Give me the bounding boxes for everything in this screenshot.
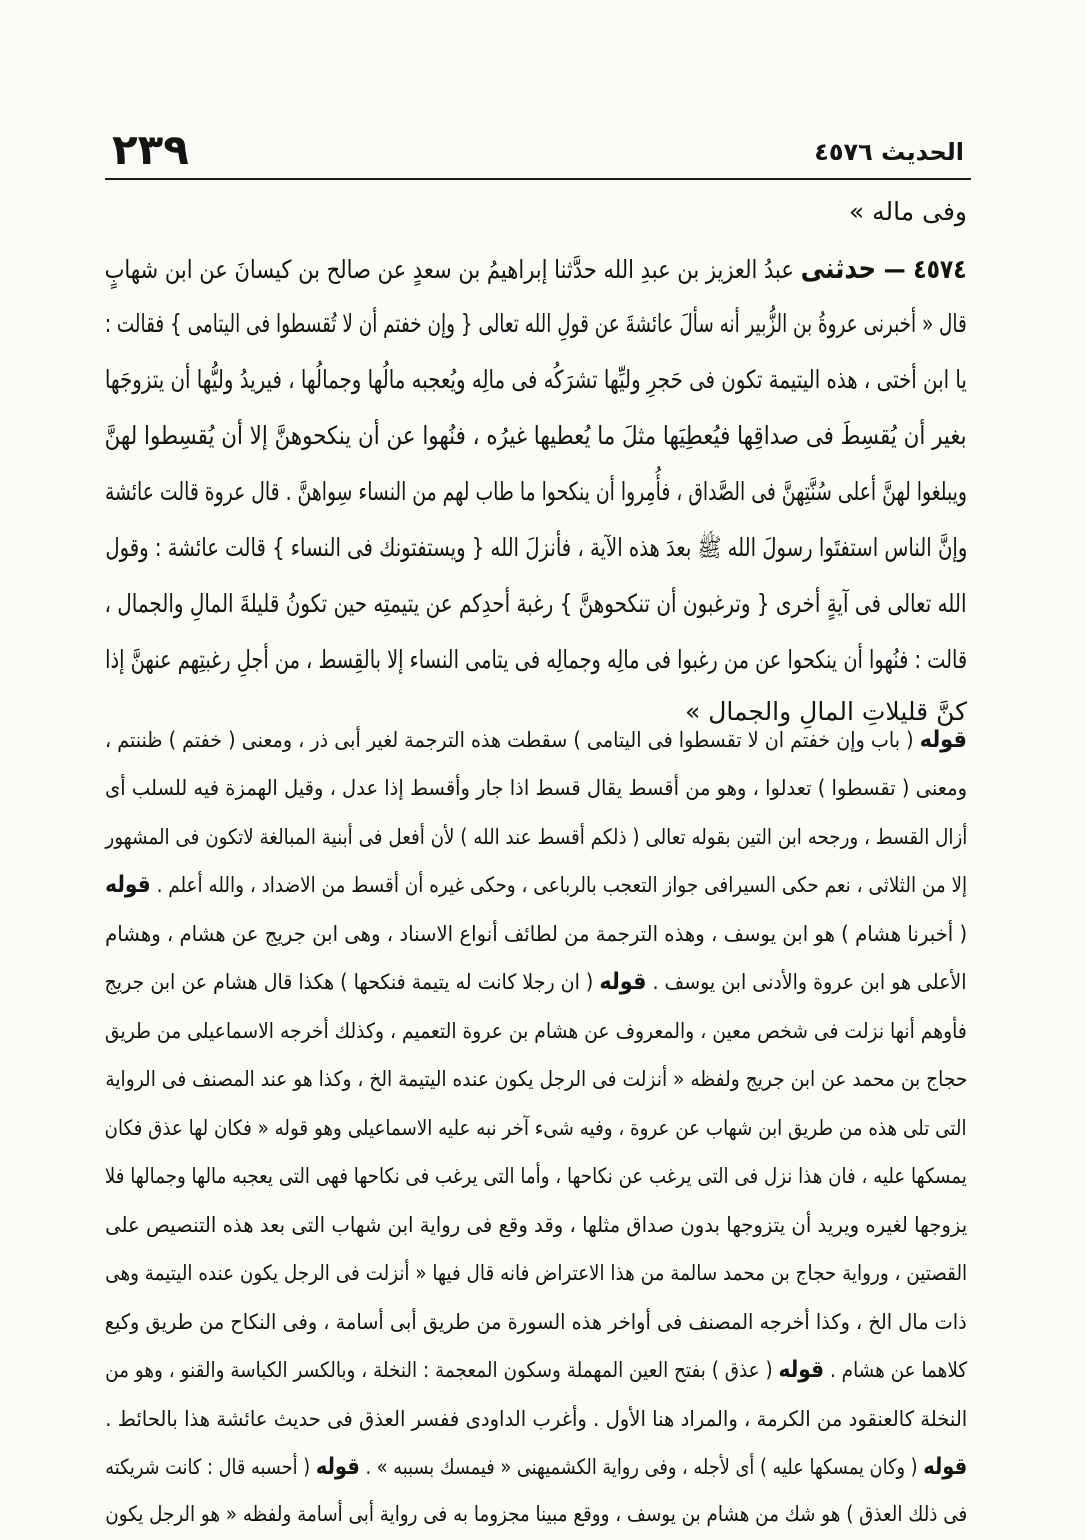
- commentary-line: [105, 1108, 967, 1148]
- line-segment: الله تعالى فى آيةٍ أخرى { وترغبون أن تنكحوهنَّ } رغبة أحدِكم عن يتيمتِه حين تكونُ قليلةَ المالِ والجمال ،: [105, 589, 967, 618]
- line-text: [849, 190, 967, 234]
- commentary-line: [105, 1447, 967, 1487]
- line-segment: يا ابن أختى ، هذه اليتيمة تكون فى حَجرِ وليِّها تشرَكُه فى مالِه ويُعجبه مالُها وجمالُها ، فيريدُ وليُّها أن يتزوجَها: [105, 365, 967, 394]
- line-text: [105, 1494, 967, 1534]
- hadith-line: [105, 358, 967, 402]
- line-segment: قالت : فنُهوا أن ينكحوا عن من رغبوا فى مالِه وجمالِه فى يتامى النساء إلا بالقِسط ، من أجلِ رغبتِهم عنهنَّ إذا: [105, 645, 967, 674]
- line-text: [105, 582, 967, 626]
- line-segment: ( أخبرنا هشام ) هو ابن يوسف ، وهذه الترجمة من لطائف أنواع الاسناد ، وهى ابن جريج عن هشام ، وهشام: [105, 922, 967, 946]
- line-text: [105, 526, 967, 570]
- commentary-line: [105, 768, 967, 808]
- line-text: [105, 768, 967, 808]
- line-text: [105, 962, 967, 1002]
- line-segment: وإنَّ الناس استفتَوا رسولَ الله ﷺ بعدَ هذه الآية ، فأنزلَ الله { ويستفتونك فى النساء } قالت عائشة : وقول: [105, 533, 967, 562]
- hadith-line: [105, 414, 967, 458]
- running-header: الحديث ٤٥٧٦: [814, 138, 964, 166]
- commentary-lemma: قوله: [599, 969, 647, 995]
- commentary-line: [105, 817, 967, 857]
- line-text: [105, 1108, 967, 1148]
- commentary-lemma: قوله: [922, 1454, 967, 1480]
- commentary-line: [105, 1253, 967, 1293]
- line-text: [105, 246, 967, 292]
- line-text: [105, 914, 967, 954]
- line-text: [105, 1253, 967, 1293]
- line-segment: الأعلى هو ابن عروة والأدنى ابن يوسف .: [646, 970, 967, 994]
- commentary-lemma: قوله: [919, 727, 967, 753]
- hadith-previous-tail-line: [105, 190, 967, 234]
- commentary-lemma: قوله: [778, 1357, 825, 1383]
- line-text: [105, 1350, 967, 1390]
- hadith-line: [105, 582, 967, 626]
- line-text: [105, 1011, 967, 1051]
- line-segment: ( وكان يمسكها عليه ) أى لأجله ، وفى رواية الكشميهنى « فيمسك بسببه » .: [359, 1455, 923, 1479]
- line-segment: قال « أخبرنى عروةُ بن الزُّبير أنه سألَ عائشةَ عن قولِ الله تعالى { وإن خفتم أن لا تُقسطوا فى اليتامى } فقالت :: [105, 309, 967, 338]
- hadith-line: [105, 302, 967, 346]
- commentary-lemma: قوله: [105, 872, 151, 898]
- commentary-line: [105, 1156, 967, 1196]
- hadith-dash: —: [876, 255, 914, 285]
- line-segment: يمسكها عليه ، فان هذا نزل فى التى يرغب عن نكاحها ، وأما التى يرغب فى نكاحها فهى التى يعجبه مالها وجمالها فلا: [105, 1164, 967, 1188]
- line-segment: أزال القسط ، ورجحه ابن التين بقوله تعالى ( ذلكم أقسط عند الله ) لأن أفعل فى أبنية المبالغة لاتكون فى المشهور: [105, 825, 967, 849]
- line-segment: القصتين ، ورواية حجاج بن محمد سالمة من هذا الاعتراض فانه قال فيها « أنزلت فى الرجل يكون عنده اليتيمة وهى: [105, 1261, 967, 1285]
- commentary-line: [105, 914, 967, 954]
- line-segment: وفى ماله »: [848, 197, 967, 226]
- page-number: ٢٣٩: [112, 125, 189, 174]
- line-segment: ويبلغوا لهنَّ أعلى سُنَّتِهنَّ فى الصَّداق ، فأُمِروا أن ينكحوا ما طاب لهم من النساء سِواهنَّ . قال عروة قالت عائشة: [105, 477, 967, 506]
- line-segment: كلاهما عن هشام .: [824, 1358, 967, 1382]
- commentary-line: [105, 1350, 967, 1390]
- header-rule: [105, 178, 971, 180]
- line-segment: ( عذق ) بفتح العين المهملة وسكون المعجمة : النخلة ، وبالكسر الكباسة والقنو ، وهو من: [105, 1358, 779, 1382]
- hadith-line: [105, 470, 967, 514]
- line-text: [105, 865, 967, 905]
- line-segment: التى تلى هذه من طريق ابن شهاب عن عروة ، وفيه شىء آخر نبه عليه الاسماعيلى وهو قوله « فكان لها عذق فكان: [105, 1116, 967, 1140]
- line-segment: ( أحسبه قال : كانت شريكته: [105, 1455, 316, 1479]
- line-segment: فى ذلك العذق ) هو شك من هشام بن يوسف ، ووقع مبينا مجزوما به فى رواية أبى أسامة ولفظه « هو الرجل يكون: [105, 1502, 967, 1526]
- commentary-line: [105, 1302, 967, 1342]
- line-segment: إلا من الثلاثى ، نعم حكى السيرافى جواز التعجب بالرباعى ، وحكى غيره أن أقسط من الاضداد ، والله أعلم .: [150, 873, 967, 897]
- hadith-line: [105, 246, 967, 290]
- commentary-line: [105, 962, 967, 1002]
- commentary-line: [105, 720, 967, 760]
- line-text: [105, 1447, 967, 1487]
- line-segment: فأوهم أنها نزلت فى شخص معين ، والمعروف عن هشام بن عروة التعميم ، وكذلك أخرجه الاسماعيلى من طريق: [105, 1019, 967, 1043]
- line-text: [105, 1302, 967, 1342]
- line-segment: حجاج بن محمد عن ابن جريج ولفظه « أنزلت فى الرجل يكون عنده اليتيمة الخ ، وكذا هو عند المصنف فى الرواية: [105, 1067, 967, 1091]
- hadith-number: ٤٥٧٤: [913, 255, 967, 285]
- line-segment: ذات مال الخ ، وكذا أخرجه المصنف فى أواخر هذه السورة من طريق أبى أسامة ، وفى النكاح من طريق وكيع: [105, 1310, 967, 1334]
- line-text: [105, 817, 967, 857]
- commentary-line: [105, 1494, 967, 1534]
- line-segment: ( باب وإن خفتم ان لا تقسطوا فى اليتامى ) سقطت هذه الترجمة لغير أبى ذر ، ومعنى ( خفتم ) ظننتم ،: [105, 728, 920, 752]
- line-text: [105, 358, 967, 402]
- commentary-line: [105, 865, 967, 905]
- line-segment: بغير أن يُقسِطَ فى صداقِها فيُعطِيَها مثلَ ما يُعطيها غيرُه ، فنُهوا عن أن ينكحوهنَّ إلا أن يُقسِطوا لهنَّ: [105, 421, 967, 450]
- line-text: [105, 470, 967, 514]
- hadith-opening-word: حدثنى: [801, 251, 877, 285]
- line-segment: يزوجها لغيره ويريد أن يتزوجها بدون صداق مثلها ، وقد وقع فى رواية ابن شهاب التى بعد هذه التنصيص على: [105, 1213, 967, 1237]
- line-segment: ( ان رجلا كانت له يتيمة فنكحها ) هكذا قال هشام عن ابن جريج: [105, 970, 600, 994]
- line-segment: ومعنى ( تقسطوا ) تعدلوا ، وهو من أقسط يقال قسط اذا جار وأقسط إذا عدل ، وقيل الهمزة فيه للسلب أى: [105, 776, 967, 800]
- commentary-line: [105, 1059, 967, 1099]
- line-segment: النخلة كالعنقود من الكرمة ، والمراد هنا الأول . وأغرب الداودى ففسر العذق فى حديث عائشة هذا بالحائط .: [105, 1407, 967, 1431]
- line-text: [105, 638, 967, 682]
- line-segment: عبدُ العزيز بن عبدِ الله حدَّثنا إبراهيمُ بن سعدٍ عن صالح بن كيسانَ عن ابن شهابٍ: [105, 255, 802, 284]
- line-text: [105, 1156, 967, 1196]
- line-text: [105, 302, 967, 346]
- line-text: [105, 720, 967, 760]
- line-text: [105, 1205, 967, 1245]
- commentary-lemma: قوله: [315, 1454, 360, 1480]
- commentary-line: [105, 1011, 967, 1051]
- commentary-line: [105, 1399, 967, 1439]
- hadith-line: [105, 638, 967, 682]
- line-text: [105, 414, 967, 458]
- commentary-line: [105, 1205, 967, 1245]
- line-segment: كنَّ قليلاتِ المالِ والجمال »: [684, 697, 967, 726]
- hadith-line: [105, 526, 967, 570]
- line-text: [105, 1399, 967, 1439]
- line-text: [105, 1059, 967, 1099]
